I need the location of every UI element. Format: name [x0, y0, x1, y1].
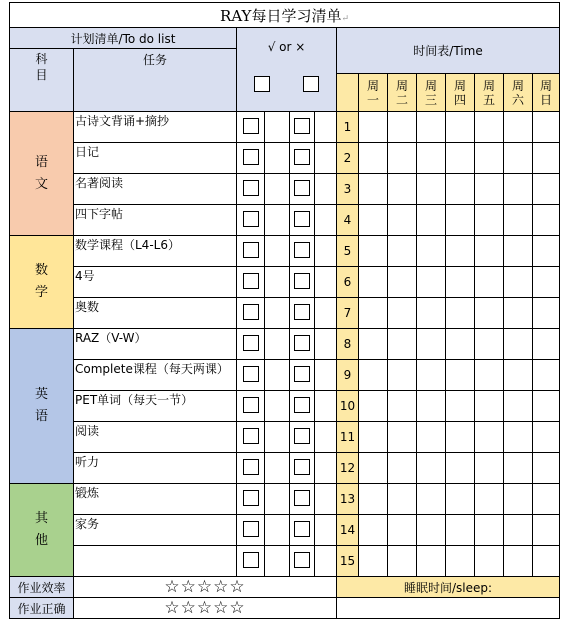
time-slot[interactable]: [446, 112, 475, 143]
check-gap: [315, 484, 337, 515]
time-slot[interactable]: [504, 112, 533, 143]
check-cell[interactable]: [237, 329, 265, 360]
done-checkbox[interactable]: [243, 428, 259, 444]
time-slot[interactable]: [359, 453, 388, 484]
task-row: [10, 546, 560, 577]
check-gap: [315, 329, 337, 360]
time-slot[interactable]: [388, 484, 417, 515]
check-cell[interactable]: [237, 360, 265, 391]
done-checkbox[interactable]: [243, 149, 259, 165]
time-slot[interactable]: [446, 422, 475, 453]
time-slot[interactable]: [388, 143, 417, 174]
check-gap: [315, 205, 337, 236]
time-slot[interactable]: [446, 515, 475, 546]
time-slot[interactable]: [446, 453, 475, 484]
timetable-header: [337, 28, 560, 74]
time-slot[interactable]: [504, 546, 533, 577]
check-cell[interactable]: [290, 391, 315, 422]
subject-1: [10, 112, 74, 236]
time-slot[interactable]: [417, 174, 446, 205]
page-title: RAY每日学习清单↵: [10, 3, 560, 28]
day-header-1: 周 一: [359, 74, 388, 112]
subject-name: 数 学: [34, 263, 48, 300]
check-cell[interactable]: [237, 236, 265, 267]
time-slot[interactable]: [446, 298, 475, 329]
not-done-checkbox[interactable]: [294, 366, 310, 382]
task-row: [10, 453, 560, 484]
task-row: [10, 267, 560, 298]
check-gap: [315, 174, 337, 205]
check-cell[interactable]: [237, 391, 265, 422]
check-gap: [265, 453, 290, 484]
time-slot[interactable]: [533, 174, 560, 205]
check-gap: [315, 422, 337, 453]
subject-header-text: 科 目: [35, 52, 48, 82]
time-slot[interactable]: [417, 143, 446, 174]
day-header-4: 周 四: [446, 74, 475, 112]
check-cell[interactable]: [237, 422, 265, 453]
checklist-table: [9, 2, 560, 619]
time-slot[interactable]: [417, 112, 446, 143]
done-checkbox[interactable]: [243, 490, 259, 506]
time-slot[interactable]: [504, 484, 533, 515]
time-slot[interactable]: [388, 298, 417, 329]
timetable-header-text: 时间表/Time: [413, 44, 483, 58]
task-cell: 四下字帖: [74, 205, 237, 236]
time-slot[interactable]: [388, 174, 417, 205]
time-slot[interactable]: [446, 484, 475, 515]
not-done-checkbox[interactable]: [294, 211, 310, 227]
task-cell: 4号: [74, 267, 237, 298]
time-slot[interactable]: [475, 174, 504, 205]
time-slot[interactable]: [359, 298, 388, 329]
check-cell[interactable]: [290, 112, 315, 143]
check-gap: [265, 422, 290, 453]
task-cell: 古诗文背诵+摘抄: [74, 112, 237, 143]
time-slot[interactable]: [504, 205, 533, 236]
time-slot[interactable]: [446, 360, 475, 391]
time-slot[interactable]: [417, 236, 446, 267]
day-header-3: 周 三: [417, 74, 446, 112]
row-number: 8: [337, 329, 359, 360]
not-done-checkbox[interactable]: [294, 552, 310, 568]
time-slot[interactable]: [388, 453, 417, 484]
time-slot[interactable]: [388, 112, 417, 143]
done-checkbox[interactable]: [243, 242, 259, 258]
check-cell[interactable]: [237, 267, 265, 298]
time-slot[interactable]: [359, 360, 388, 391]
check-cell[interactable]: [290, 360, 315, 391]
check-gap: [265, 515, 290, 546]
time-slot[interactable]: [359, 515, 388, 546]
check-cell[interactable]: [237, 174, 265, 205]
check-cell[interactable]: [290, 267, 315, 298]
not-done-checkbox[interactable]: [294, 304, 310, 320]
time-slot[interactable]: [533, 484, 560, 515]
check-cell[interactable]: [290, 546, 315, 577]
time-slot[interactable]: [504, 329, 533, 360]
done-checkbox[interactable]: [243, 335, 259, 351]
time-slot[interactable]: [533, 391, 560, 422]
check-header-text: √ or ×: [267, 40, 306, 54]
time-slot[interactable]: [446, 267, 475, 298]
not-done-checkbox[interactable]: [294, 180, 310, 196]
task-row: [10, 112, 560, 143]
check-gap: [265, 298, 290, 329]
time-slot[interactable]: [446, 329, 475, 360]
check-cell[interactable]: [290, 484, 315, 515]
check-gap: [315, 143, 337, 174]
task-row: [10, 360, 560, 391]
time-slot[interactable]: [533, 453, 560, 484]
time-slot[interactable]: [359, 174, 388, 205]
check-cell[interactable]: [237, 546, 265, 577]
day-header-7: 周 日: [533, 74, 560, 112]
time-slot[interactable]: [417, 546, 446, 577]
done-checkbox[interactable]: [243, 552, 259, 568]
time-slot[interactable]: [417, 484, 446, 515]
time-slot[interactable]: [388, 329, 417, 360]
check-cell[interactable]: [290, 143, 315, 174]
time-slot[interactable]: [504, 360, 533, 391]
not-done-checkbox[interactable]: [294, 521, 310, 537]
check-header: [237, 28, 337, 112]
check-gap: [265, 329, 290, 360]
subject-3: [10, 329, 74, 484]
time-slot[interactable]: [533, 236, 560, 267]
time-slot[interactable]: [475, 453, 504, 484]
not-done-checkbox[interactable]: [294, 459, 310, 475]
check-gap: [315, 298, 337, 329]
check-gap: [265, 112, 290, 143]
time-slot[interactable]: [359, 422, 388, 453]
day-header-2: 周 二: [388, 74, 417, 112]
row-number: 4: [337, 205, 359, 236]
check-gap: [265, 143, 290, 174]
time-slot[interactable]: [475, 143, 504, 174]
accuracy-label: 作业正确: [10, 598, 74, 619]
time-slot[interactable]: [388, 360, 417, 391]
time-slot[interactable]: [417, 422, 446, 453]
efficiency-label: 作业效率: [10, 577, 74, 598]
task-cell: 听力: [74, 453, 237, 484]
task-cell: RAZ（V-W）: [74, 329, 237, 360]
check-gap: [265, 205, 290, 236]
time-slot[interactable]: [388, 422, 417, 453]
not-done-header-checkbox[interactable]: [303, 76, 319, 92]
check-cell[interactable]: [290, 422, 315, 453]
time-slot[interactable]: [388, 205, 417, 236]
check-gap: [265, 484, 290, 515]
done-checkbox[interactable]: [243, 397, 259, 413]
task-cell: 日记: [74, 143, 237, 174]
task-row: [10, 484, 560, 515]
time-slot[interactable]: [533, 112, 560, 143]
time-slot[interactable]: [475, 360, 504, 391]
time-slot[interactable]: [475, 298, 504, 329]
row-number: 6: [337, 267, 359, 298]
subject-name: 英 语: [34, 387, 48, 424]
time-slot[interactable]: [504, 515, 533, 546]
row-number: 3: [337, 174, 359, 205]
sleep-time-value[interactable]: [337, 598, 560, 619]
subject-header: [10, 49, 74, 112]
row-number: 11: [337, 422, 359, 453]
time-slot[interactable]: [417, 329, 446, 360]
check-cell[interactable]: [290, 329, 315, 360]
time-slot[interactable]: [475, 329, 504, 360]
task-row: [10, 174, 560, 205]
check-gap: [265, 391, 290, 422]
time-slot[interactable]: [504, 174, 533, 205]
time-slot[interactable]: [446, 174, 475, 205]
done-header-checkbox[interactable]: [254, 76, 270, 92]
row-number: 1: [337, 112, 359, 143]
check-gap: [315, 515, 337, 546]
time-slot[interactable]: [417, 453, 446, 484]
check-cell[interactable]: [237, 484, 265, 515]
task-cell: 锻炼: [74, 484, 237, 515]
check-cell[interactable]: [237, 143, 265, 174]
day-header-5: 周 五: [475, 74, 504, 112]
time-slot[interactable]: [359, 546, 388, 577]
efficiency-stars[interactable]: ☆☆☆☆☆: [74, 577, 337, 598]
title-text: RAY每日学习清单: [220, 6, 342, 25]
sleep-time-field[interactable]: 睡眠时间/sleep:: [337, 577, 560, 598]
time-slot[interactable]: [359, 391, 388, 422]
task-row: [10, 515, 560, 546]
not-done-checkbox[interactable]: [294, 397, 310, 413]
time-slot[interactable]: [504, 298, 533, 329]
subject-4: [10, 484, 74, 577]
check-cell[interactable]: [290, 236, 315, 267]
time-slot[interactable]: [533, 298, 560, 329]
task-row: [10, 329, 560, 360]
time-slot[interactable]: [475, 112, 504, 143]
time-slot[interactable]: [359, 267, 388, 298]
time-slot[interactable]: [475, 236, 504, 267]
task-cell: [74, 546, 237, 577]
time-slot[interactable]: [533, 515, 560, 546]
row-number: 12: [337, 453, 359, 484]
check-cell[interactable]: [237, 298, 265, 329]
day-row-spacer: [337, 74, 359, 112]
time-slot[interactable]: [533, 360, 560, 391]
not-done-checkbox[interactable]: [294, 149, 310, 165]
time-slot[interactable]: [475, 546, 504, 577]
not-done-checkbox[interactable]: [294, 273, 310, 289]
row-number: 5: [337, 236, 359, 267]
task-cell: 奥数: [74, 298, 237, 329]
check-gap: [315, 453, 337, 484]
day-header-6: 周 六: [504, 74, 533, 112]
time-slot[interactable]: [475, 422, 504, 453]
time-slot[interactable]: [504, 267, 533, 298]
task-header: [74, 49, 237, 112]
check-cell[interactable]: [290, 298, 315, 329]
study-checklist: [9, 2, 553, 619]
check-gap: [315, 112, 337, 143]
plan-header: 计划清单/To do list: [10, 28, 237, 49]
done-checkbox[interactable]: [243, 459, 259, 475]
time-slot[interactable]: [475, 515, 504, 546]
time-slot[interactable]: [446, 205, 475, 236]
accuracy-stars[interactable]: ☆☆☆☆☆: [74, 598, 337, 619]
task-row: [10, 298, 560, 329]
time-slot[interactable]: [417, 515, 446, 546]
subject-2: [10, 236, 74, 329]
time-slot[interactable]: [504, 143, 533, 174]
time-slot[interactable]: [533, 143, 560, 174]
time-slot[interactable]: [533, 205, 560, 236]
time-slot[interactable]: [359, 329, 388, 360]
task-cell: 数学课程（L4-L6）: [74, 236, 237, 267]
check-cell[interactable]: [237, 453, 265, 484]
task-row: [10, 391, 560, 422]
check-cell[interactable]: [237, 205, 265, 236]
time-slot[interactable]: [359, 484, 388, 515]
done-checkbox[interactable]: [243, 118, 259, 134]
time-slot[interactable]: [446, 391, 475, 422]
check-gap: [265, 360, 290, 391]
not-done-checkbox[interactable]: [294, 118, 310, 134]
time-slot[interactable]: [504, 391, 533, 422]
task-cell: 阅读: [74, 422, 237, 453]
check-cell[interactable]: [290, 515, 315, 546]
check-gap: [315, 236, 337, 267]
check-gap: [315, 267, 337, 298]
task-row: [10, 422, 560, 453]
task-cell: Complete课程（每天两课）: [74, 360, 237, 391]
time-slot[interactable]: [446, 236, 475, 267]
subject-name: 语 文: [34, 154, 48, 192]
row-number: 10: [337, 391, 359, 422]
check-gap: [315, 546, 337, 577]
check-gap: [315, 391, 337, 422]
time-slot[interactable]: [533, 267, 560, 298]
check-gap: [265, 267, 290, 298]
check-gap: [265, 174, 290, 205]
check-cell[interactable]: [290, 205, 315, 236]
time-slot[interactable]: [417, 360, 446, 391]
check-gap: [315, 360, 337, 391]
task-cell: 家务: [74, 515, 237, 546]
time-slot[interactable]: [475, 267, 504, 298]
time-slot[interactable]: [504, 236, 533, 267]
done-checkbox[interactable]: [243, 180, 259, 196]
check-cell[interactable]: [237, 112, 265, 143]
row-number: 2: [337, 143, 359, 174]
time-slot[interactable]: [504, 453, 533, 484]
time-slot[interactable]: [417, 205, 446, 236]
done-checkbox[interactable]: [243, 521, 259, 537]
task-header-text: 任务: [142, 53, 167, 67]
time-slot[interactable]: [417, 391, 446, 422]
time-slot[interactable]: [475, 205, 504, 236]
task-cell: 名著阅读: [74, 174, 237, 205]
check-cell[interactable]: [290, 174, 315, 205]
row-number: 7: [337, 298, 359, 329]
time-slot[interactable]: [359, 143, 388, 174]
not-done-checkbox[interactable]: [294, 428, 310, 444]
check-gap: [265, 236, 290, 267]
time-slot[interactable]: [475, 391, 504, 422]
time-slot[interactable]: [533, 329, 560, 360]
task-cell: PET单词（每天一节）: [74, 391, 237, 422]
done-checkbox[interactable]: [243, 211, 259, 227]
task-row: [10, 205, 560, 236]
check-cell[interactable]: [290, 453, 315, 484]
time-slot[interactable]: [533, 546, 560, 577]
row-number: 9: [337, 360, 359, 391]
check-cell[interactable]: [237, 515, 265, 546]
done-checkbox[interactable]: [243, 366, 259, 382]
time-slot[interactable]: [475, 484, 504, 515]
time-slot[interactable]: [446, 546, 475, 577]
row-number: 14: [337, 515, 359, 546]
check-header-boxes: [237, 76, 336, 92]
time-slot[interactable]: [359, 236, 388, 267]
time-slot[interactable]: [388, 236, 417, 267]
not-done-checkbox[interactable]: [294, 242, 310, 258]
not-done-checkbox[interactable]: [294, 335, 310, 351]
time-slot[interactable]: [359, 112, 388, 143]
row-number: 15: [337, 546, 359, 577]
time-slot[interactable]: [446, 143, 475, 174]
time-slot[interactable]: [533, 422, 560, 453]
time-slot[interactable]: [504, 422, 533, 453]
row-number: 13: [337, 484, 359, 515]
time-slot[interactable]: [388, 546, 417, 577]
task-row: [10, 236, 560, 267]
done-checkbox[interactable]: [243, 273, 259, 289]
time-slot[interactable]: [388, 267, 417, 298]
time-slot[interactable]: [417, 267, 446, 298]
task-row: [10, 143, 560, 174]
time-slot[interactable]: [388, 391, 417, 422]
time-slot[interactable]: [388, 515, 417, 546]
subject-name: 其 他: [34, 511, 48, 548]
done-checkbox[interactable]: [243, 304, 259, 320]
time-slot[interactable]: [359, 205, 388, 236]
check-gap: [265, 546, 290, 577]
time-slot[interactable]: [417, 298, 446, 329]
not-done-checkbox[interactable]: [294, 490, 310, 506]
